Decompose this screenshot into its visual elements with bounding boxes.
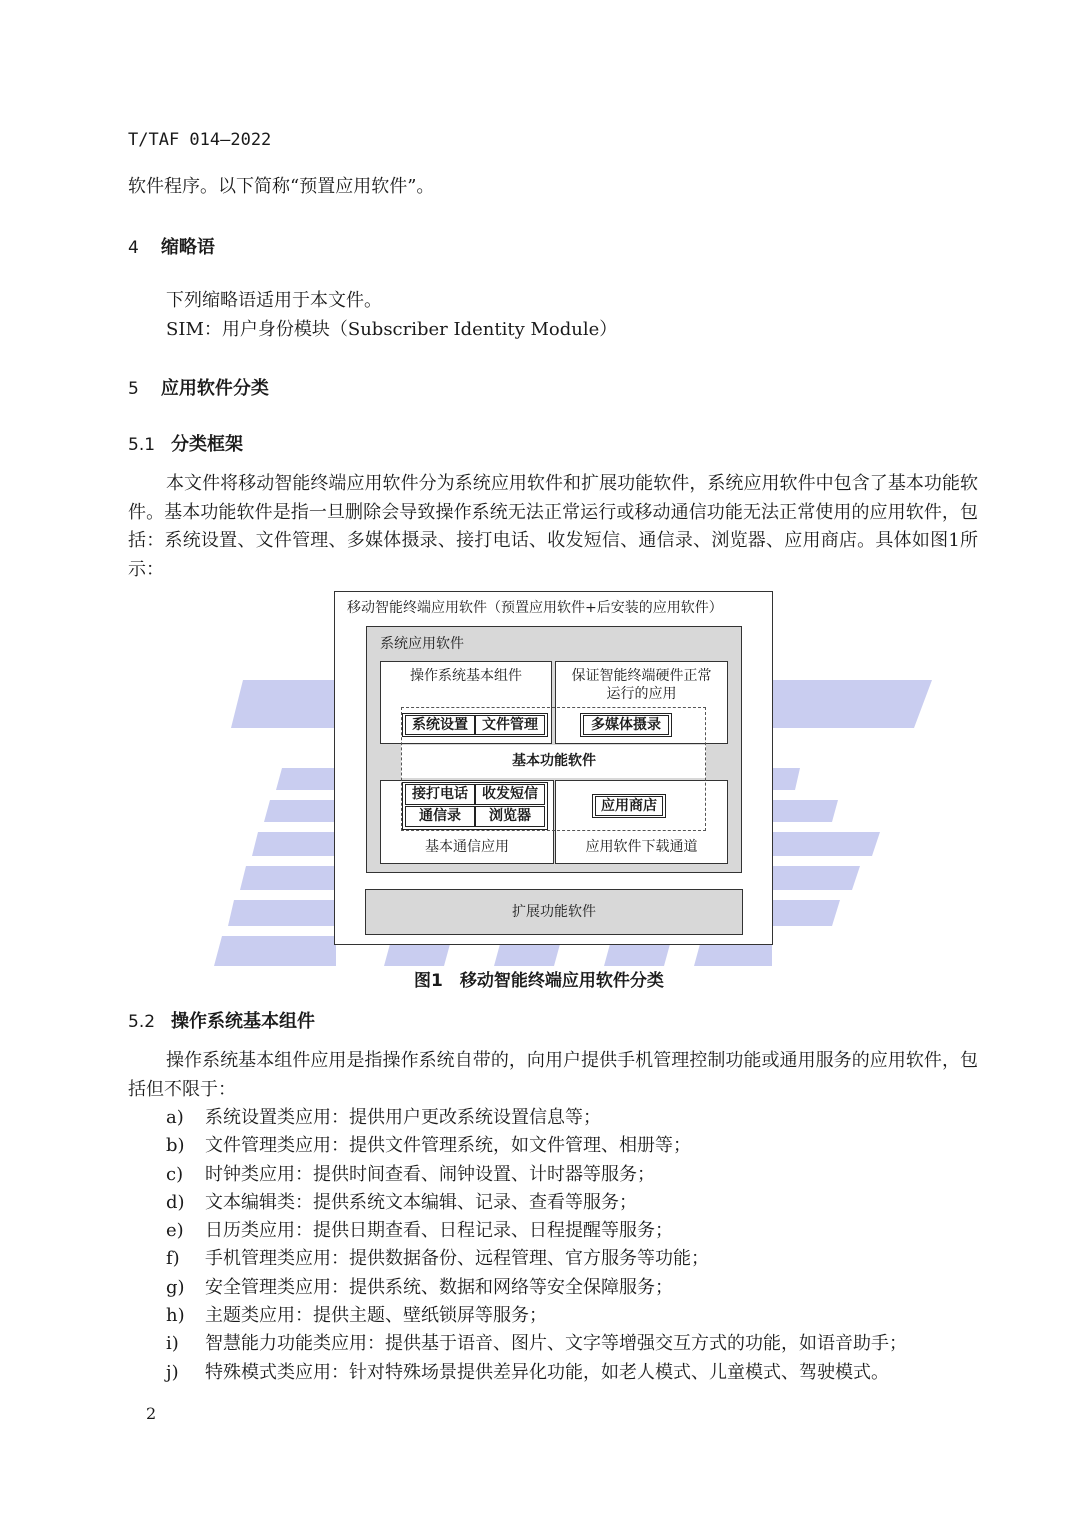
list-marker: g)	[166, 1276, 185, 1298]
list-item	[166, 1302, 907, 1330]
figure-1-diagram	[334, 591, 773, 945]
list-item	[166, 1359, 907, 1387]
list-item	[166, 1189, 907, 1217]
cell-system-settings: 系统设置	[405, 715, 475, 735]
cell-contacts: 通信录	[405, 806, 475, 827]
basic-software-label: 基本功能软件	[512, 753, 596, 769]
section-5-heading	[128, 374, 269, 400]
list-text: 手机管理类应用：提供数据备份、远程管理、官方服务等功能；	[205, 1248, 709, 1270]
list-text: 系统设置类应用：提供用户更改系统设置信息等；	[205, 1107, 601, 1128]
document-id-header: T/TAF 014—2022	[128, 130, 272, 150]
hardware-apps-label-1: 保证智能终端硬件正常	[571, 668, 712, 684]
list-text: 智慧能力功能类应用：提供基于语音、图片、文字等增强交互方式的功能，如语音助手；	[205, 1333, 907, 1355]
section-number: 5.1	[128, 435, 156, 455]
list-marker: j)	[166, 1361, 179, 1383]
list-marker: h)	[166, 1305, 185, 1327]
list-marker: c)	[166, 1163, 184, 1185]
section-title: 分类框架	[171, 434, 244, 455]
list-item	[166, 1104, 907, 1132]
list-text: 时钟类应用：提供时间查看、闹钟设置、计时器等服务；	[205, 1163, 655, 1185]
section-number: 4	[128, 238, 139, 258]
abbr-intro: 下列缩略语适用于本文件。	[166, 290, 382, 311]
cell-app-store: 应用商店	[595, 796, 663, 816]
list-marker: f)	[166, 1248, 180, 1270]
figure-1-caption: 图1 移动智能终端应用软件分类	[414, 971, 664, 991]
list-item	[166, 1330, 907, 1358]
list-item	[166, 1245, 907, 1273]
list-text: 特殊模式类应用：针对特殊场景提供差异化功能，如老人模式、儿童模式、驾驶模式。	[205, 1361, 889, 1383]
list-item	[166, 1217, 907, 1245]
section-5-1-heading	[128, 430, 243, 456]
cell-browser: 浏览器	[475, 806, 545, 827]
section-number: 5.2	[128, 1012, 156, 1032]
outer-box-label: 移动智能终端应用软件（预置应用软件+后安装的应用软件）	[347, 600, 723, 616]
system-software-box	[366, 626, 742, 873]
list-text: 主题类应用：提供主题、壁纸锁屏等服务；	[205, 1305, 547, 1327]
section-4-heading	[128, 233, 215, 259]
section-number: 5	[128, 379, 139, 399]
os-components-label: 操作系统基本组件	[410, 668, 522, 684]
cell-file-management: 文件管理	[475, 715, 545, 735]
comm-apps-label: 基本通信应用	[425, 839, 509, 855]
section-title: 缩略语	[160, 237, 215, 258]
section-5-2-heading	[128, 1007, 315, 1033]
os-components-list	[166, 1104, 907, 1387]
list-text: 文本编辑类：提供系统文本编辑、记录、查看等服务；	[205, 1191, 637, 1213]
app-store-channel-label: 应用软件下载通道	[585, 839, 698, 855]
extension-software-box: 扩展功能软件	[365, 889, 743, 935]
abbr-sim: SIM：用户身份模块（Subscriber Identity Module）	[166, 319, 618, 340]
cell-phone-call: 接打电话	[405, 784, 475, 805]
cell-sms: 收发短信	[475, 784, 545, 805]
list-text: 文件管理类应用：提供文件管理系统，如文件管理、相册等；	[205, 1135, 691, 1157]
list-item	[166, 1274, 907, 1302]
list-item	[166, 1132, 907, 1160]
section-5-1-paragraph: 本文件将移动智能终端应用软件分为系统应用软件和扩展功能软件，系统应用软件中包含了基本功能软件。基本功能软件是指一旦删除会导致操作系统无法正常运行或移动通信功能无法正常使用的应用软件，包括：系统设置、文件管理、多媒体摄录、接打电话、收发短信、通信录、浏览器、应用商店。具体如图1所示：	[128, 473, 978, 580]
section-5-2-paragraph: 操作系统基本组件应用是指操作系统自带的，向用户提供手机管理控制功能或通用服务的应用软件，包括但不限于：	[128, 1050, 978, 1100]
list-marker: i)	[166, 1333, 179, 1355]
continuation-text: 软件程序。以下简称“预置应用软件”。	[128, 176, 435, 197]
section-title: 操作系统基本组件	[171, 1011, 316, 1032]
list-marker: d)	[166, 1191, 185, 1213]
list-marker: a)	[166, 1107, 184, 1128]
list-text: 安全管理类应用：提供系统、数据和网络等安全保障服务；	[205, 1276, 673, 1298]
page-number: 2	[146, 1404, 157, 1423]
list-text: 日历类应用：提供日期查看、日程记录、日程提醒等服务；	[205, 1220, 673, 1242]
section-title: 应用软件分类	[160, 378, 269, 399]
list-marker: e)	[166, 1220, 184, 1242]
cell-multimedia-capture: 多媒体摄录	[583, 715, 669, 735]
hardware-apps-label-2: 运行的应用	[606, 686, 677, 702]
list-item	[166, 1161, 907, 1189]
system-software-label: 系统应用软件	[380, 636, 464, 652]
list-marker: b)	[166, 1135, 185, 1157]
